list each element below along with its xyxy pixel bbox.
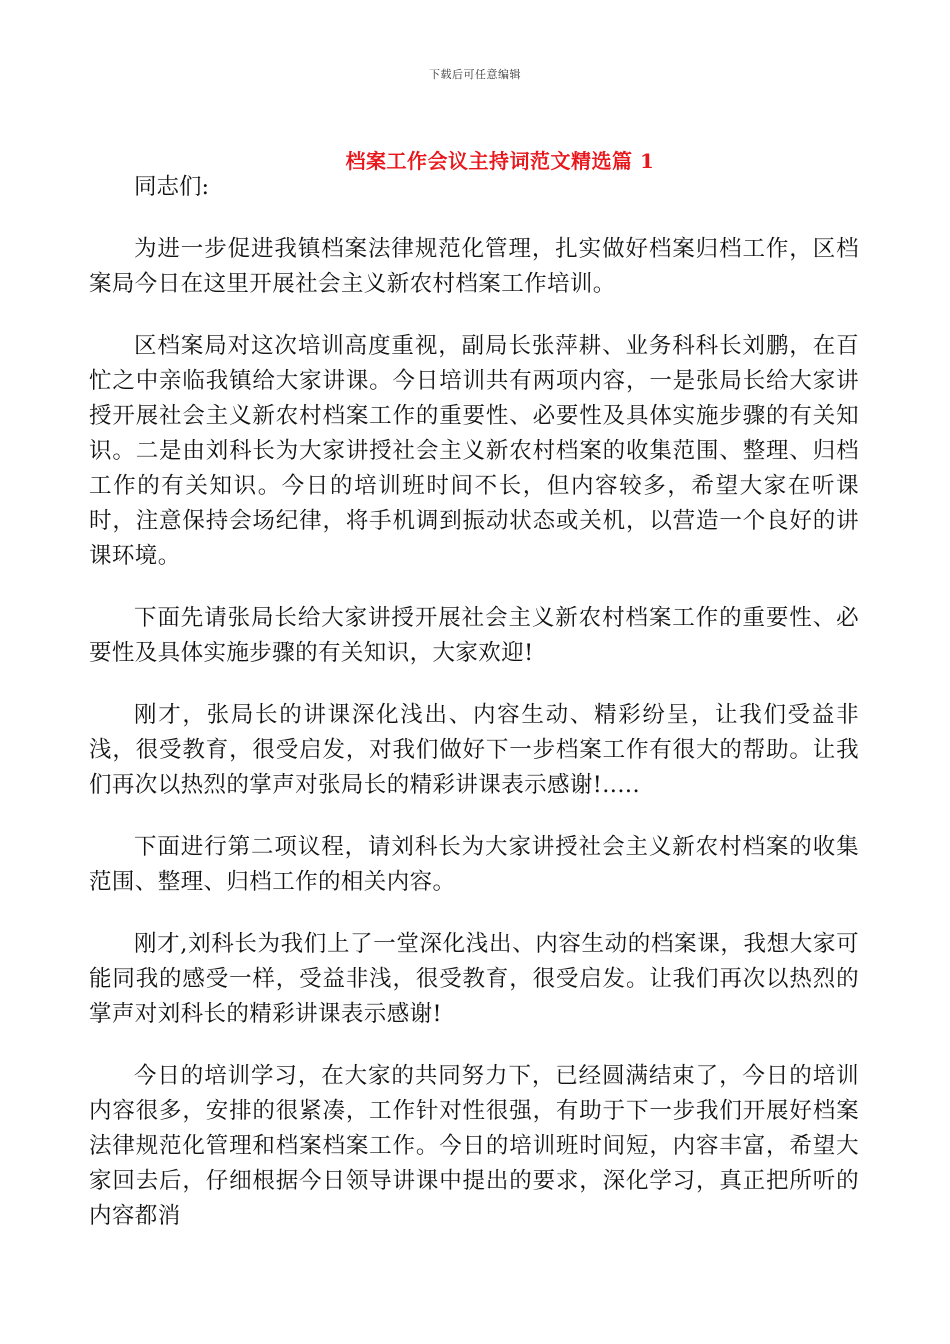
paragraph-7: 今日的培训学习，在大家的共同努力下，已经圆满结束了，今日的培训内容很多，安排的很紧凑，工作针对性很强，有助于下一步我们开展好档案法律规范化管理和档案档案工作。今日的培训班时间短，内容丰富，希望大家回去后，仔细根据今日领导讲课中提出的要求，深化学习，真正把所听的内容都消 <box>89 1063 859 1229</box>
paragraph-5: 下面进行第二项议程，请刘科长为大家讲授社会主义新农村档案的收集范围、整理、归档工作的相关内容。 <box>89 834 859 895</box>
document-title: 档案工作会议主持词范文精选篇 1 <box>345 149 655 173</box>
document-body <box>89 170 859 1261</box>
paragraph-2: 区档案局对这次培训高度重视，副局长张萍耕、业务科科长刘鹏，在百忙之中亲临我镇给大家讲课。今日培训共有两项内容，一是张局长给大家讲授开展社会主义新农村档案工作的重要性、必要性及具体实施步骤的有关知识。二是由刘科长为大家讲授社会主义新农村档案的收集范围、整理、归档工作的有关知识。今日的培训班时间不长，但内容较多，希望大家在听课时，注意保持会场纪律，将手机调到振动状态或关机，以营造一个良好的讲课环境。 <box>89 333 859 569</box>
paragraph-3: 下面先请张局长给大家讲授开展社会主义新农村档案工作的重要性、必要性及具体实施步骤的有关知识，大家欢迎! <box>89 605 859 666</box>
greeting: 同志们: <box>134 174 210 200</box>
paragraph-4: 刚才，张局长的讲课深化浅出、内容生动、精彩纷呈，让我们受益非浅，很受教育，很受启发，对我们做好下一步档案工作有很大的帮助。让我们再次以热烈的掌声对张局长的精彩讲课表示感谢!..... <box>89 702 859 798</box>
paragraph-6: 刚才,刘科长为我们上了一堂深化浅出、内容生动的档案课，我想大家可能同我的感受一样，受益非浅，很受教育，很受启发。让我们再次以热烈的掌声对刘科长的精彩讲课表示感谢! <box>89 931 859 1027</box>
header-note: 下载后可任意编辑 <box>429 68 521 81</box>
paragraph-1: 为进一步促进我镇档案法律规范化管理，扎实做好档案归档工作，区档案局今日在这里开展社会主义新农村档案工作培训。 <box>89 236 859 297</box>
